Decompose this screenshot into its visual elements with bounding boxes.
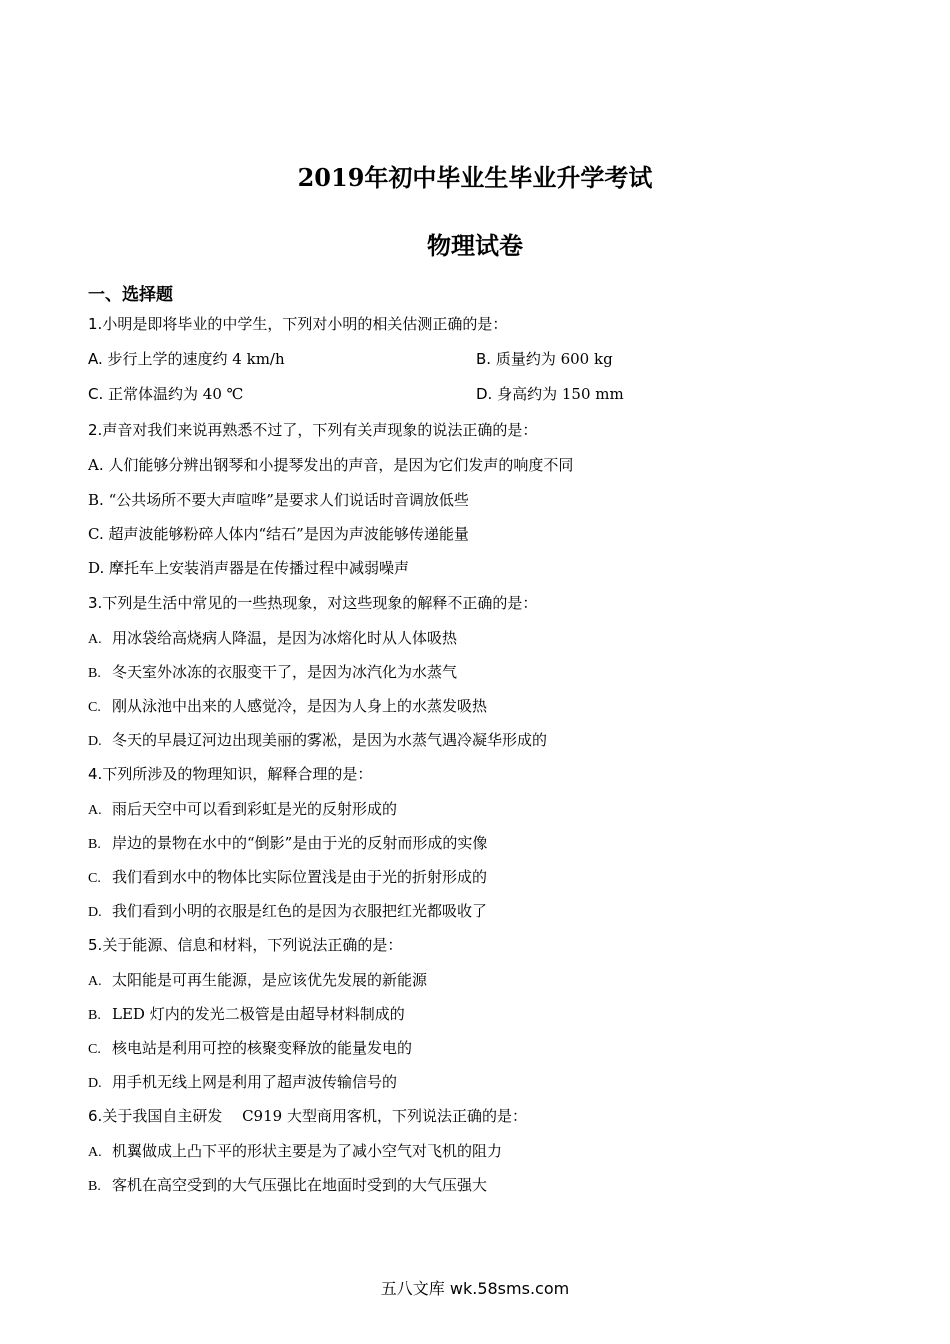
option-letter: D.	[88, 559, 105, 577]
q1-option-c	[88, 384, 243, 404]
option-letter: C.	[88, 700, 101, 715]
option-text: 我们看到小明的衣服是红色的是因为衣服把红光都吸收了	[112, 902, 488, 920]
option-letter: B.	[88, 1008, 101, 1023]
question-text: 下列所涉及的物理知识，解释合理的是：	[102, 765, 373, 783]
option-text: 人们能够分辨出钢琴和小提琴发出的声音，是因为它们发声的响度不同	[103, 456, 574, 474]
option-letter: A.	[88, 632, 102, 647]
option-text: 质量约为 600 kg	[491, 350, 613, 368]
option-letter: B.	[88, 666, 101, 681]
q3-option-b	[88, 662, 457, 684]
option-text: 客机在高空受到的大气压强比在地面时受到的大气压强大	[112, 1176, 488, 1194]
option-letter: C.	[88, 385, 104, 403]
option-text: 机翼做成上凸下平的形状主要是为了减小空气对飞机的阻力	[112, 1142, 503, 1160]
option-letter: B.	[476, 350, 492, 368]
question-6	[88, 1106, 527, 1126]
question-number: 2.	[88, 421, 103, 439]
question-3	[88, 593, 537, 613]
q4-option-b	[88, 833, 487, 855]
option-letter: A.	[88, 350, 103, 368]
page-title: 2019年初中毕业生毕业升学考试	[297, 163, 653, 192]
q1-option-d	[476, 384, 624, 404]
question-text: 关于我国自主研发 C919 大型商用客机，下列说法正确的是：	[102, 1107, 527, 1125]
question-text: 下列是生活中常见的一些热现象，对这些现象的解释不正确的是：	[102, 594, 538, 612]
question-4	[88, 764, 372, 784]
question-number: 1.	[88, 315, 103, 333]
question-number: 6.	[88, 1107, 103, 1125]
option-text: LED 灯内的发光二极管是由超导材料制成的	[112, 1005, 405, 1023]
option-letter: A.	[88, 1145, 102, 1160]
option-text: 用冰袋给高烧病人降温，是因为冰熔化时从人体吸热	[112, 629, 458, 647]
option-text: 超声波能够粉碎人体内“结石”是因为声波能够传递能量	[103, 525, 469, 543]
question-5	[88, 935, 402, 955]
question-text: 关于能源、信息和材料，下列说法正确的是：	[102, 936, 403, 954]
question-2	[88, 420, 537, 440]
option-text: 步行上学的速度约 4 km/h	[102, 350, 285, 368]
q5-option-a	[88, 970, 427, 992]
option-text: 正常体温约为 40 ℃	[103, 385, 244, 403]
option-letter: B.	[88, 1179, 101, 1194]
q5-option-d	[88, 1072, 397, 1094]
q5-option-c	[88, 1038, 412, 1060]
question-number: 5.	[88, 936, 103, 954]
option-letter: B.	[88, 491, 104, 509]
option-text: 刚从泳池中出来的人感觉冷，是因为人身上的水蒸发吸热	[112, 697, 488, 715]
question-number: 4.	[88, 765, 103, 783]
option-text: 我们看到水中的物体比实际位置浅是由于光的折射形成的	[112, 868, 488, 886]
option-text: “公共场所不要大声喧哗”是要求人们说话时音调放低些	[103, 491, 469, 509]
option-letter: D.	[88, 905, 102, 920]
option-text: 冬天的早晨辽河边出现美丽的雾凇，是因为水蒸气遇冷凝华形成的	[112, 731, 548, 749]
page-subtitle: 物理试卷	[427, 231, 523, 260]
q5-option-b	[88, 1004, 405, 1026]
option-text: 身高约为 150 mm	[492, 385, 624, 403]
question-number: 3.	[88, 594, 103, 612]
option-text: 冬天室外冰冻的衣服变干了，是因为冰汽化为水蒸气	[112, 663, 458, 681]
option-letter: B.	[88, 837, 101, 852]
question-1	[88, 314, 507, 334]
page-footer: 五八文库 wk.58sms.com	[380, 1279, 570, 1298]
option-text: 太阳能是可再生能源，是应该优先发展的新能源	[112, 971, 428, 989]
q3-option-c	[88, 696, 487, 718]
option-letter: A.	[88, 803, 102, 818]
question-text: 小明是即将毕业的中学生，下列对小明的相关估测正确的是：	[102, 315, 508, 333]
option-text: 摩托车上安装消声器是在传播过程中减弱噪声	[104, 559, 410, 577]
option-text: 岸边的景物在水中的“倒影”是由于光的反射而形成的实像	[112, 834, 488, 852]
q2-option-b	[88, 490, 469, 510]
q6-option-a	[88, 1141, 502, 1163]
option-text: 核电站是利用可控的核聚变释放的能量发电的	[112, 1039, 413, 1057]
q4-option-d	[88, 901, 487, 923]
section-heading: 一、选择题	[88, 285, 173, 305]
question-text: 声音对我们来说再熟悉不过了，下列有关声现象的说法正确的是：	[102, 421, 538, 439]
option-letter: C.	[88, 871, 101, 886]
q2-option-c	[88, 524, 469, 544]
option-letter: D.	[88, 1076, 102, 1091]
option-text: 用手机无线上网是利用了超声波传输信号的	[112, 1073, 398, 1091]
q1-option-b	[476, 349, 613, 369]
option-letter: A.	[88, 974, 102, 989]
q4-option-c	[88, 867, 487, 889]
q1-option-a	[88, 349, 285, 369]
option-text: 雨后天空中可以看到彩虹是光的反射形成的	[112, 800, 398, 818]
option-letter: A.	[88, 456, 104, 474]
option-letter: D.	[476, 385, 493, 403]
option-letter: C.	[88, 1042, 101, 1057]
q3-option-a	[88, 628, 457, 650]
option-letter: C.	[88, 525, 104, 543]
q6-option-b	[88, 1175, 487, 1197]
q4-option-a	[88, 799, 397, 821]
q2-option-a	[88, 455, 573, 475]
option-letter: D.	[88, 734, 102, 749]
q3-option-d	[88, 730, 547, 752]
q2-option-d	[88, 558, 409, 578]
